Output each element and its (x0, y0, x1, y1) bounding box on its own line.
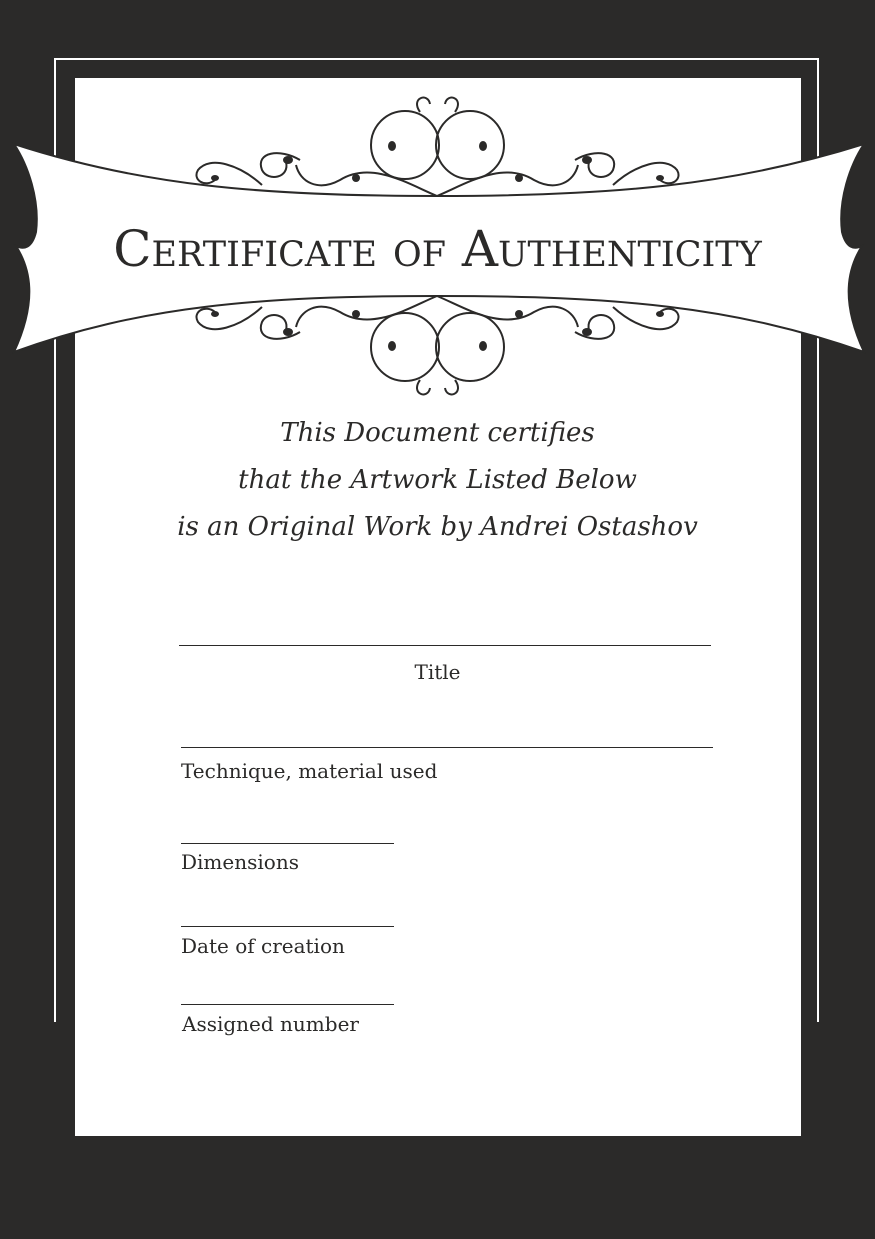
number-field-line (181, 1004, 394, 1005)
certificate-title: Certificate of Authenticity (113, 220, 762, 278)
title-field-label: Title (414, 660, 461, 684)
statement-line-1: This Document certifies (280, 418, 595, 448)
number-field-label: Assigned number (182, 1012, 359, 1036)
title-banner-ornament (0, 0, 875, 420)
dimensions-field-label: Dimensions (181, 850, 299, 874)
date-field-label: Date of creation (181, 934, 345, 958)
dimensions-field-line (181, 843, 394, 844)
date-field-line (181, 926, 394, 927)
statement-line-3: is an Original Work by Andrei Ostashov (177, 512, 698, 542)
statement-line-2: that the Artwork Listed Below (238, 465, 637, 495)
title-field-line (179, 645, 711, 646)
technique-field-line (181, 747, 713, 748)
technique-field-label: Technique, material used (181, 759, 438, 783)
